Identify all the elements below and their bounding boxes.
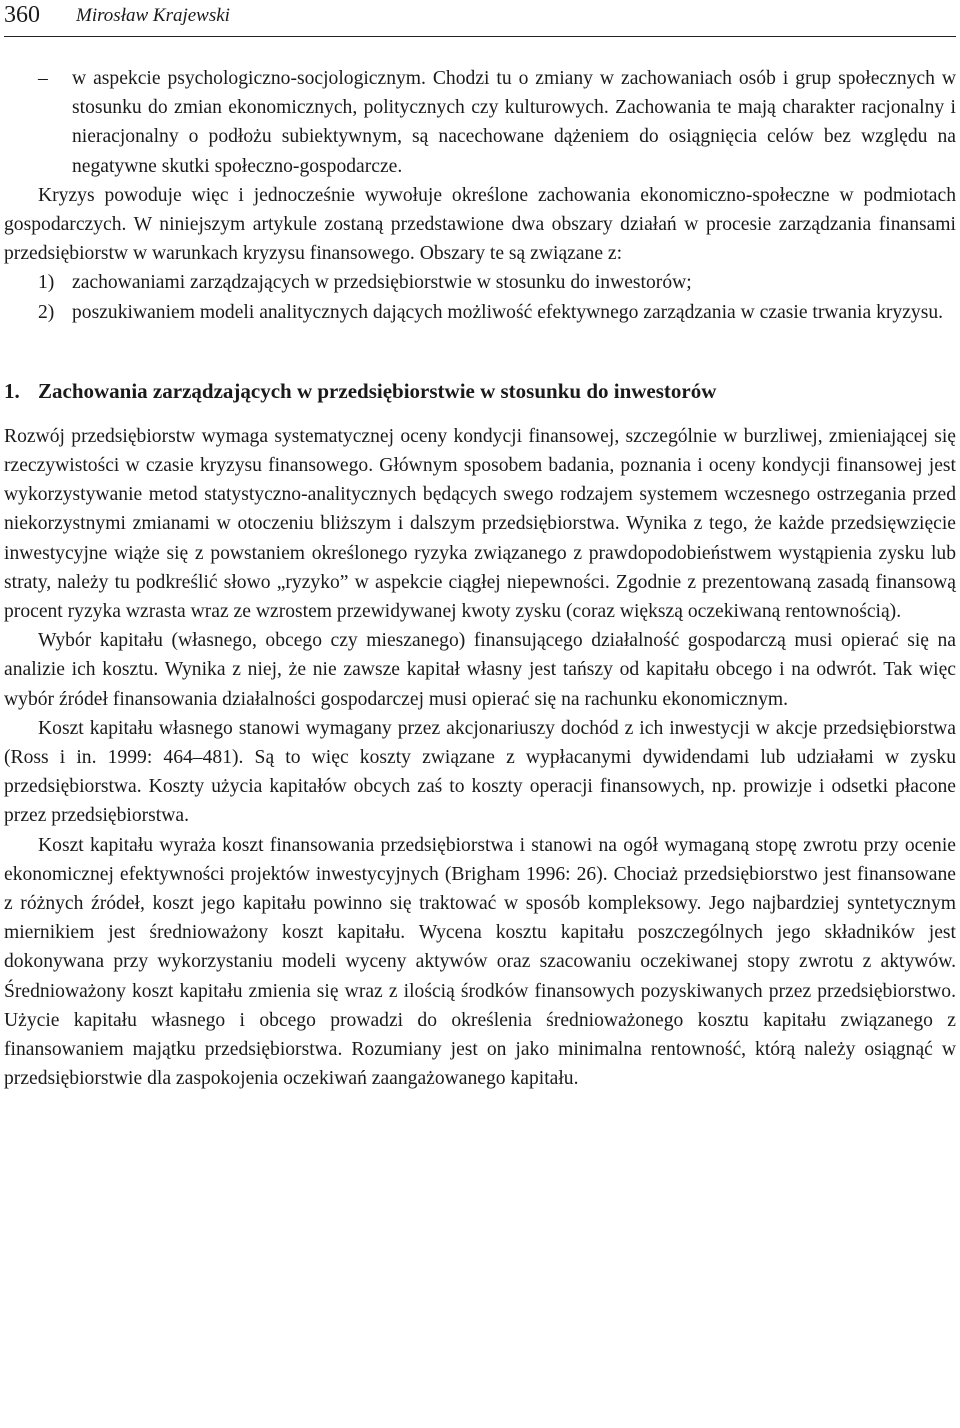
body-paragraph-2: Wybór kapitału (własnego, obcego czy mieszanego) finansującego działalność gospodarczą musi opierać się na analizie ich kosztu. Wynika z niej, że nie zawsze kapitał własny jest tańszy od kapitału obcego i na odwrót. Tak więc wybór źródeł finansowania działalności gospodarczej musi opierać się na rachunku ekonomicznym. [4, 630, 956, 710]
body-paragraph-1: Rozwój przedsiębiorstw wymaga systematycznej oceny kondycji finansowej, szczególnie w burzliwej, zmieniającej się rzeczywistości w czasie kryzysu finansowego. Głównym sposobem badania, poznania i oceny kondycji finansowej jest wykorzystywanie metod statystyczno-analitycznych będących swego rodzajem systemem wczesnego ostrzegania przed niekorzystnymi zmianami w otoczeniu bliższym i dalszym przedsiębiorstwa. Wynika z tego, że każde przedsięwzięcie inwestycyjne wiąże się z powstaniem określonego ryzyka związanego z prawdopodobieństwem wystąpienia zysku lub straty, należy tu podkreślić słowo „ryzyko” w aspekcie ciągłej niepewności. Zgodnie z prezentowaną zasadą finansową procent ryzyka wzrasta wraz ze wzrostem przewidywanej kwoty zysku (coraz większą oczekiwaną rentownością). [4, 425, 956, 623]
section-title: Zachowania zarządzających w przedsiębiorstwie w stosunku do inwestorów [38, 378, 717, 403]
list-marker: 1) [38, 272, 55, 294]
numbered-list-item-1 [4, 268, 956, 297]
list-item-text: poszukiwaniem modeli analitycznych dających możliwość efektywnego zarządzania w czasie trwania kryzysu. [72, 301, 944, 323]
intro-paragraph: Kryzys powoduje więc i jednocześnie wywołuje określone zachowania ekonomiczno-społeczne w podmiotach gospodarczych. W niniejszym artykule zostaną przedstawione dwa obszary działań w procesie zarządzania finansami przedsiębiorstw w warunkach kryzysu finansowego. Obszary te są związane z: [4, 184, 956, 265]
page-number: 360 [4, 2, 40, 28]
page-body [4, 64, 956, 1094]
dash-list-item [4, 64, 956, 181]
list-marker: 2) [38, 301, 55, 323]
running-head-author: Mirosław Krajewski [76, 5, 230, 26]
body-paragraph-3: Koszt kapitału własnego stanowi wymagany przez akcjonariuszy dochód z ich inwestycji w akcje przedsiębiorstwa (Ross i in. 1999: 464–481). Są to więc koszty związane z wypłacanymi dywidendami lub udziałami w zysku przedsiębiorstwa. Koszty użycia kapitałów obcych zaś to koszty operacji finansowych, np. prowizje i odsetki płacone przez przedsiębiorstwa. [4, 717, 956, 827]
list-item-text: zachowaniami zarządzających w przedsiębiorstwie w stosunku do inwestorów; [72, 272, 692, 294]
page-header [4, 0, 956, 37]
numbered-list-item-2 [4, 298, 956, 327]
section-heading [4, 377, 956, 406]
dash-marker: – [38, 68, 48, 89]
section-number: 1. [4, 378, 20, 403]
dash-item-text: w aspekcie psychologiczno-socjologicznym. Chodzi tu o zmiany w zachowaniach osób i grup społecznych w stosunku do zmian ekonomicznych, politycznych czy kulturowych. Zachowania te mają charakter racjonalny i nieracjonalny o podłożu subiektywnym, są nacechowane dążeniem do osiągnięcia celów bez względu na negatywne skutki społeczno-gospodarcze. [72, 68, 956, 177]
body-paragraph-4: Koszt kapitału wyraża koszt finansowania przedsiębiorstwa i stanowi na ogół wymaganą stopę zwrotu przy ocenie ekonomicznej efektywności projektów inwestycyjnych (Brigham 1996: 26). Chociaż przedsiębiorstwo jest finansowane z różnych źródeł, koszt jego kapitału powinno się traktować w sposób kompleksowy. Jego najbardziej syntetycznym miernikiem jest średnioważony koszt kapitału. Wycena kosztu kapitału poszczególnych jego składników jest dokonywana przy wykorzystaniu modeli wyceny aktywów oraz szacowaniu oczekiwanej stopy zwrotu z aktywów. Średnioważony koszt kapitału zmienia się wraz z ilością środków finansowych pozyskiwanych przez przedsiębiorstwo. Użycie kapitału własnego i obcego prowadzi do określenia średnioważonego kosztu kapitału związanego z finansowaniem majątku przedsiębiorstwa. Rozumiany jest on jako minimalna rentowność, którą należy osiągnąć w przedsiębiorstwie dla zaspokojenia oczekiwań zaangażowanego kapitału. [4, 834, 956, 1090]
